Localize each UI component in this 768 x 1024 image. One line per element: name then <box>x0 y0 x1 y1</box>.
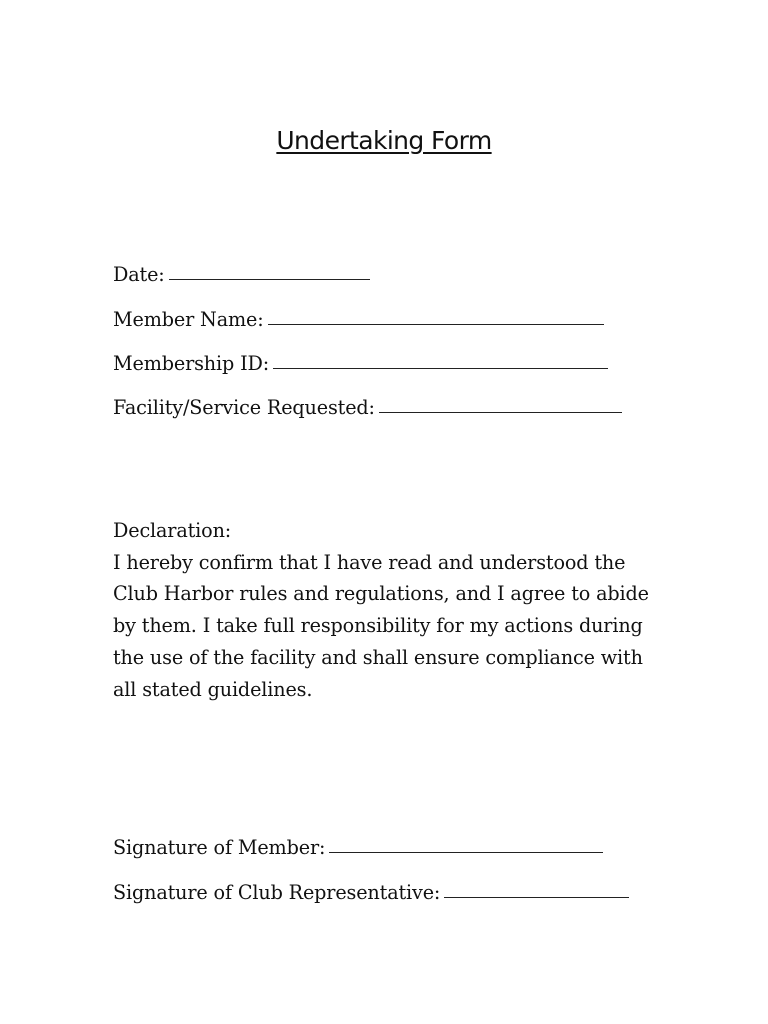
member-signature-blank-line <box>329 835 603 853</box>
declaration-line: by them. I take full responsibility for my actions during <box>113 614 643 638</box>
representative-signature-blank-line <box>444 880 629 898</box>
membership-id-blank-line <box>273 351 608 369</box>
date-blank-line <box>169 262 370 280</box>
representative-signature-field <box>113 881 629 904</box>
member-name-blank-line <box>268 307 604 325</box>
member-name-field <box>113 308 604 331</box>
membership-id-label: Membership ID: <box>113 352 270 375</box>
member-signature-field <box>113 836 603 859</box>
declaration-line: the use of the facility and shall ensure compliance with <box>113 645 643 669</box>
declaration-heading: Declaration: <box>113 519 232 542</box>
representative-signature-label: Signature of Club Representative: <box>113 881 441 904</box>
declaration-line: I hereby confirm that I have read and understood the <box>113 550 626 574</box>
declaration-line: all stated guidelines. <box>113 677 313 701</box>
facility-service-blank-line <box>379 395 622 413</box>
facility-service-label: Facility/Service Requested: <box>113 396 375 419</box>
form-title: Undertaking Form <box>276 126 492 155</box>
date-label: Date: <box>113 263 165 286</box>
date-field <box>113 263 370 286</box>
member-signature-label: Signature of Member: <box>113 836 326 859</box>
membership-id-field <box>113 352 608 375</box>
declaration-line: Club Harbor rules and regulations, and I agree to abide <box>113 582 649 606</box>
member-name-label: Member Name: <box>113 308 264 331</box>
declaration-section <box>113 515 658 705</box>
facility-service-field <box>113 396 622 419</box>
